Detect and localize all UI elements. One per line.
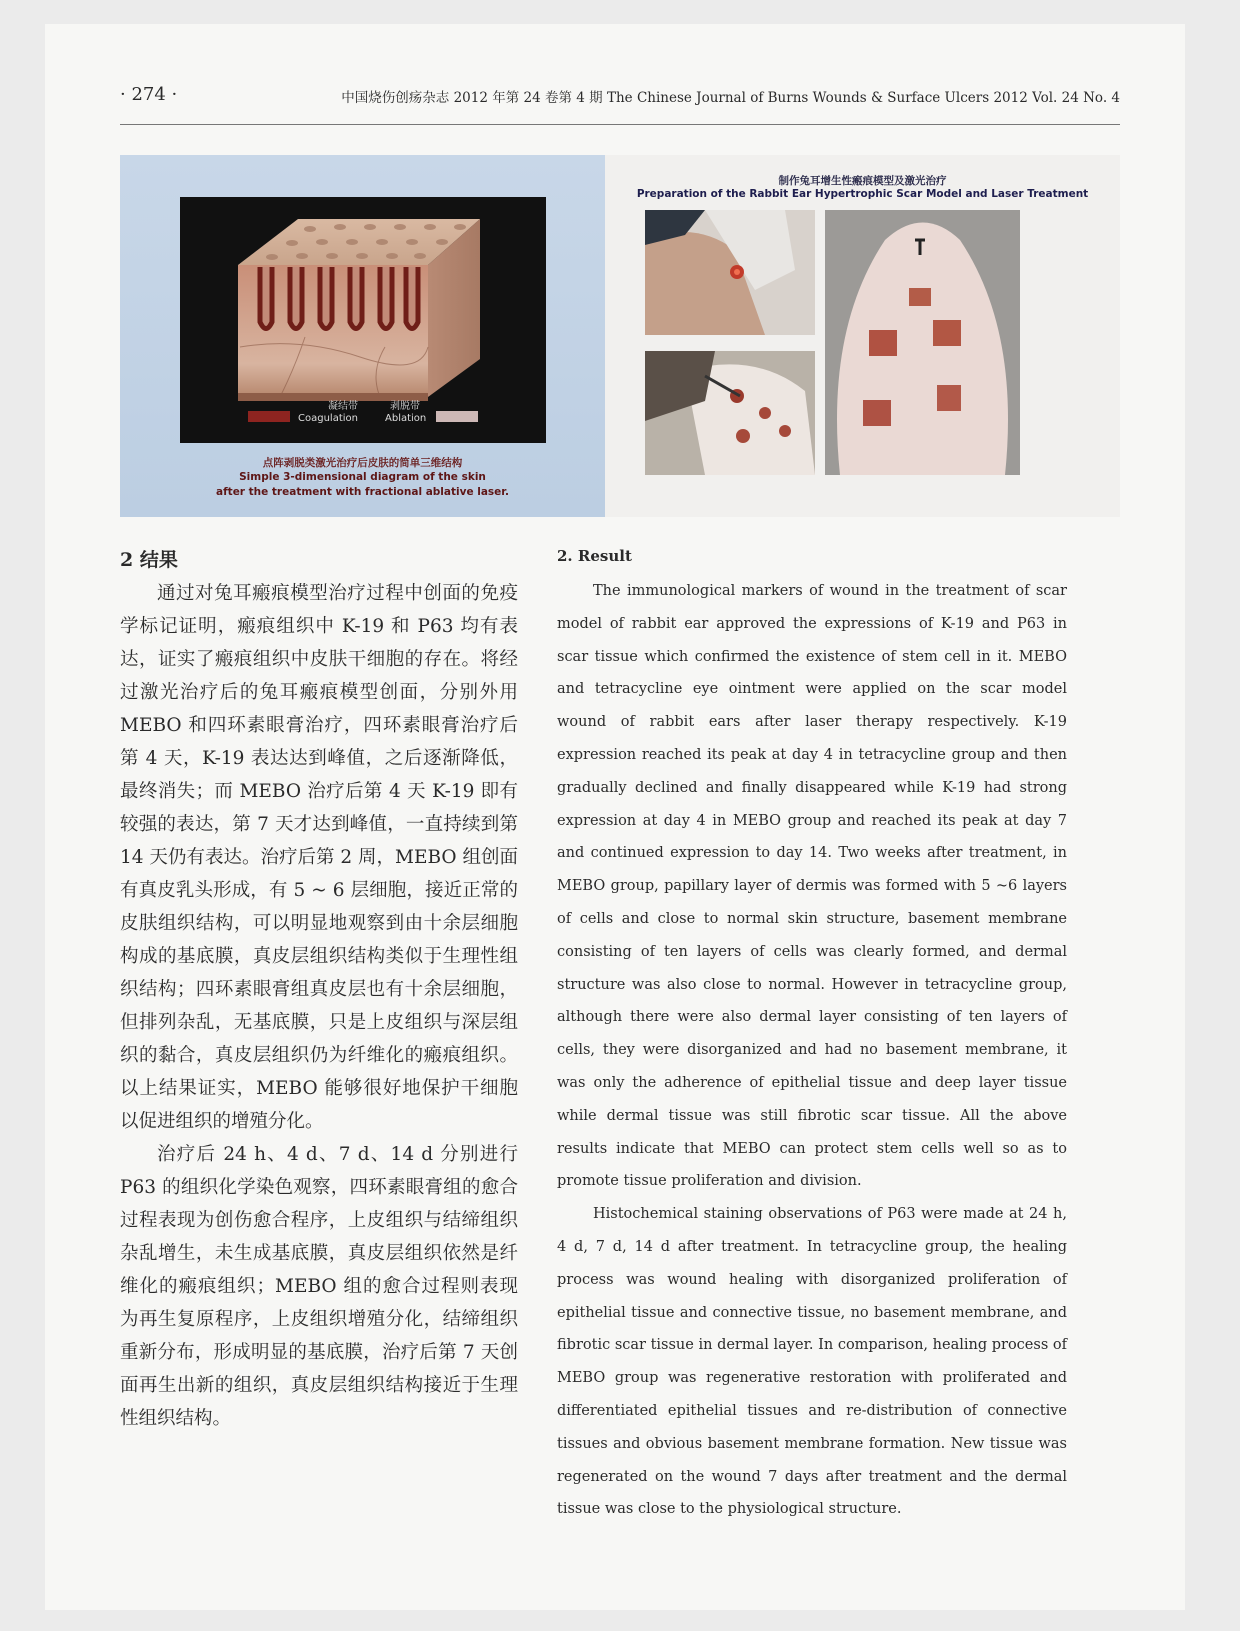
- zh-body: [120, 577, 518, 1435]
- en-section-heading: 2. Result: [557, 547, 632, 565]
- zh-paragraph: 通过对兔耳瘢痕模型治疗过程中创面的免疫学标记证明，瘢痕组织中 K-19 和 P63 均有表达，证实了瘢痕组织中皮肤干细胞的存在。将经过激光治疗后的兔耳瘢痕模型创面，分别外用 MEBO 和四环素眼膏治疗，四环素眼膏治疗后第 4 天，K-19 表达达到峰值，之后逐渐降低，最终消失；而 MEBO 治疗后第 4 天 K-19 即有较强的表达，第 7 天才达到峰值，一直持续到第 14 天仍有表达。治疗后第 2 周，MEBO 组创面有真皮乳头形成，有 5 ~ 6 层细胞，接近正常的皮肤组织结构，可以明显地观察到由十余层细胞构成的基底膜，真皮层组织结构类似于生理性组织结构；四环素眼膏组真皮层也有十余层细胞，但排列杂乱，无基底膜，只是上皮组织与深层组织的黏合，真皮层组织仍为纤维化的瘢痕组织。以上结果证实，MEBO 能够很好地保护干细胞以促进组织的增殖分化。: [120, 583, 518, 1132]
- figure-right-title-en: Preparation of the Rabbit Ear Hypertrophic Scar Model and Laser Treatment: [636, 188, 1089, 200]
- caption-left-en-2: after the treatment with fractional ablative laser.: [216, 486, 509, 498]
- photo-ear-treatment: [645, 351, 815, 475]
- journal-title: 中国烧伤创疡杂志 2012 年第 24 卷第 4 期 The Chinese Journal of Burns Wounds & Surface Ulcers 2012 Vol. 24 No. 4: [341, 90, 1120, 106]
- page-number: · 274 ·: [120, 84, 178, 105]
- legend-ablation-zh: 剥脱带: [390, 401, 420, 412]
- legend-coagulation-zh: 凝结带: [328, 401, 358, 412]
- legend-ablation-en: Ablation: [385, 413, 427, 424]
- running-header: [120, 84, 1120, 114]
- figure-left-panel: [120, 155, 605, 517]
- skin-block-illustration: [180, 197, 546, 443]
- en-paragraph: The immunological markers of wound in the treatment of scar model of rabbit ear approved the expressions of K-19 and P63 in scar tissue which confirmed the existence of stem cell in it. MEBO and tetracycline eye ointment were applied on the scar model wound of rabbit ears after laser therapy respectively. K-19 expression reached its peak at day 4 in tetracycline group and then gradually declined and finally disappeared while K-19 had strong expression at day 4 in MEBO group and reached its peak at day 7 and continued expression to day 14. Two weeks after treatment, in MEBO group, papillary layer of dermis was formed with 5 ~6 layers of cells and close to normal skin structure, basement membrane consisting of ten layers of cells was clearly formed, and dermal structure was also close to normal. However in tetracycline group, although there were also dermal layer consisting of ten layers of cells, they were disorganized and had no basement membrane, it was only the adherence of epithelial tissue and deep layer tissue while dermal tissue was still fibrotic scar tissue. All the above results indicate that MEBO can protect stem cells well so as to promote tissue proliferation and division.: [557, 583, 1067, 1190]
- figure-right-title-zh: 制作兔耳增生性瘢痕模型及激光治疗: [778, 175, 947, 187]
- photo-rabbit-ear-wounds: [825, 210, 1020, 475]
- figure-right-panel: [605, 155, 1120, 517]
- en-body: [557, 575, 1067, 1526]
- figure: [120, 155, 1120, 517]
- zh-paragraph: 治疗后 24 h、4 d、7 d、14 d 分别进行 P63 的组织化学染色观察，四环素眼膏组的愈合过程表现为创伤愈合程序，上皮组织与结缔组织杂乱增生，未生成基底膜，真皮层组织依然是纤维化的瘢痕组织；MEBO 组的愈合过程则表现为再生复原程序，上皮组织增殖分化，结缔组织重新分布，形成明显的基底膜，治疗后第 7 天创面再生出新的组织，真皮层组织结构接近于生理性组织结构。: [120, 1144, 518, 1429]
- en-paragraph: Histochemical staining observations of P63 were made at 24 h, 4 d, 7 d, 14 d after treatment. In tetracycline group, the healing process was wound healing with disorganized proliferation of epithelial tissue and connective tissue, no basement membrane, and fibrotic scar tissue in dermal layer. In comparison, healing process of MEBO group was regenerative restoration with proliferated and differentiated epithelial tissues and re-distribution of connective tissues and obvious basement membrane formation. New tissue was regenerated on the wound 7 days after treatment and the dermal tissue was close to the physiological structure.: [557, 1206, 1067, 1518]
- skin-3d-diagram: [180, 197, 546, 443]
- caption-left-zh: 点阵剥脱类激光治疗后皮肤的简单三维结构: [262, 457, 463, 469]
- legend-coagulation-en: Coagulation: [298, 413, 358, 424]
- zh-section-heading: 2 结果: [120, 549, 178, 571]
- header-rule: [120, 124, 1120, 125]
- caption-left-en-1: Simple 3-dimensional diagram of the skin: [239, 471, 486, 483]
- photo-laser-hand: [645, 210, 815, 335]
